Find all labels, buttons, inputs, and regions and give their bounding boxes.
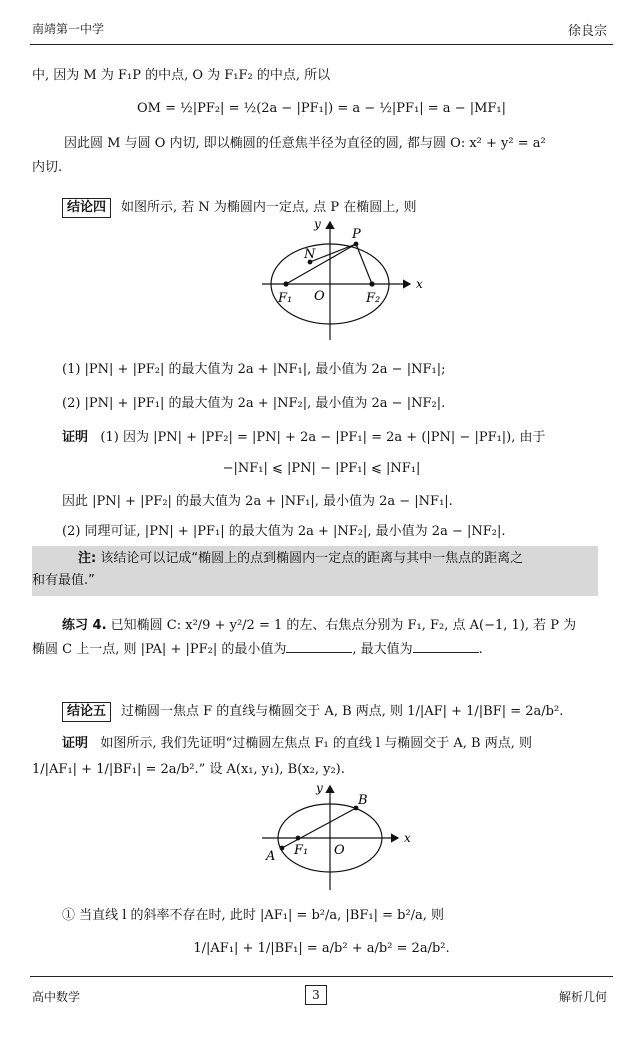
proof-five-label: 证明 <box>62 736 89 751</box>
label-y: y <box>314 217 321 231</box>
note-label: 注: <box>78 551 97 566</box>
exercise-four-label: 练习 4. <box>62 618 107 633</box>
label-f1: F₁ <box>294 843 309 858</box>
footer-subject: 高中数学 <box>32 990 81 1004</box>
equation-om: OM = ½|PF₂| = ½(2a − |PF₁|) = a − ½|PF₁| = a − |MF₁| <box>136 101 507 116</box>
para-2b: 内切. <box>32 160 63 175</box>
footer-rule <box>30 976 613 977</box>
segment-n-p <box>310 244 356 262</box>
exercise-four-text-b3: . <box>478 642 483 657</box>
label-n: N <box>304 247 316 262</box>
exercise-four-text-a: 已知椭圆 C: x²/9 + y²/2 = 1 的左、右焦点分别为 F₁, F₂, 点 A(−1, 1), 若 P 为 <box>110 618 577 633</box>
proof-five-line-1 <box>62 734 532 754</box>
label-x: x <box>416 277 423 291</box>
label-y: y <box>316 781 323 795</box>
case-one-equation: 1/|AF₁| + 1/|BF₁| = a/b² + a/b² = 2a/b². <box>193 941 450 956</box>
label-f1: F₁ <box>278 291 293 306</box>
exercise-four-line-2 <box>32 640 483 660</box>
para-2a: 因此圆 M 与圆 O 内切, 即以椭圆的任意焦半径为直径的圆, 都与圆 O: x² + y² = a² <box>64 136 546 151</box>
conclusion-four-text: 如图所示, 若 N 为椭圆内一定点, 点 P 在椭圆上, 则 <box>121 200 417 215</box>
conclusion-four-item-1: (1) |PN| + |PF₂| 的最大值为 2a + |NF₁|, 最小值为 2a − |NF₁|; <box>62 362 446 377</box>
proof-four-inequality: −|NF₁| ⩽ |PN| − |PF₁| ⩽ |NF₁| <box>222 461 421 476</box>
ellipse-figure-five <box>258 780 418 892</box>
proof-four-line-2: 因此 |PN| + |PF₂| 的最大值为 2a + |NF₁|, 最小值为 2a − |NF₁|. <box>62 494 453 509</box>
ellipse-figure-four <box>250 214 440 342</box>
proof-five-text-a: 如图所示, 我们先证明“过椭圆左焦点 F₁ 的直线 l 与椭圆交于 A, B 两点, 则 <box>100 736 532 751</box>
page-number: 3 <box>305 985 327 1005</box>
point-a <box>280 846 285 851</box>
case-one-line: ① 当直线 l 的斜率不存在时, 此时 |AF₁| = b²/a, |BF₁| = b²/a, 则 <box>62 908 445 923</box>
note-text-a: 该结论可以记成“椭圆上的点到椭圆内一定点的距离与其中一焦点的距离之 <box>100 551 524 566</box>
focus-f1-point <box>283 281 288 286</box>
footer-topic: 解析几何 <box>558 990 607 1004</box>
segment-f1-p <box>286 244 356 284</box>
exercise-four-text-b1: 椭圆 C 上一点, 则 |PA| + |PF₂| 的最小值为 <box>32 642 287 657</box>
label-a: A <box>266 849 276 864</box>
proof-four-line-3: (2) 同理可证, |PN| + |PF₁| 的最大值为 2a + |NF₂|, 最小值为 2a − |NF₂|. <box>62 524 506 539</box>
conclusion-five-tag: 结论五 <box>62 702 111 722</box>
label-f2: F₂ <box>366 291 381 306</box>
conclusion-five-text: 过椭圆一焦点 F 的直线与椭圆交于 A, B 两点, 则 1/|AF| + 1/|BF| = 2a/b². <box>121 704 564 719</box>
answer-blank-min[interactable] <box>286 640 352 653</box>
note-text <box>32 548 594 592</box>
header-school: 南靖第一中学 <box>32 22 105 36</box>
segment-p-f2 <box>356 244 372 284</box>
header-author: 徐良宗 <box>567 24 607 39</box>
exercise-four-text-b2: , 最大值为 <box>352 642 413 657</box>
exercise-four-line-1 <box>62 616 576 636</box>
conclusion-four-tag: 结论四 <box>62 198 111 218</box>
proof-five-line-2: 1/|AF₁| + 1/|BF₁| = 2a/b².” 设 A(x₁, y₁), B(x₂, y₂). <box>32 762 345 777</box>
label-o: O <box>314 289 325 304</box>
focus-f1-point <box>296 836 301 841</box>
conclusion-five-heading <box>62 702 563 722</box>
note-text-b: 和有最值.” <box>32 573 95 588</box>
proof-four-text-1: (1) 因为 |PN| + |PF₂| = |PN| + 2a − |PF₁| = 2a + (|PN| − |PF₁|), 由于 <box>100 430 546 445</box>
label-b: B <box>358 793 368 808</box>
proof-four-line-1 <box>62 428 546 448</box>
focus-f2-point <box>369 281 374 286</box>
point-p <box>354 242 359 247</box>
label-x: x <box>404 831 411 845</box>
label-o: O <box>334 843 345 858</box>
label-p: P <box>352 227 361 242</box>
para-1: 中, 因为 M 为 F₁P 的中点, O 为 F₁F₂ 的中点, 所以 <box>32 68 331 83</box>
header-rule <box>30 44 613 45</box>
answer-blank-max[interactable] <box>413 640 479 653</box>
proof-label: 证明 <box>62 430 89 445</box>
conclusion-four-item-2: (2) |PN| + |PF₁| 的最大值为 2a + |NF₂|, 最小值为 2a − |NF₂|. <box>62 396 446 411</box>
